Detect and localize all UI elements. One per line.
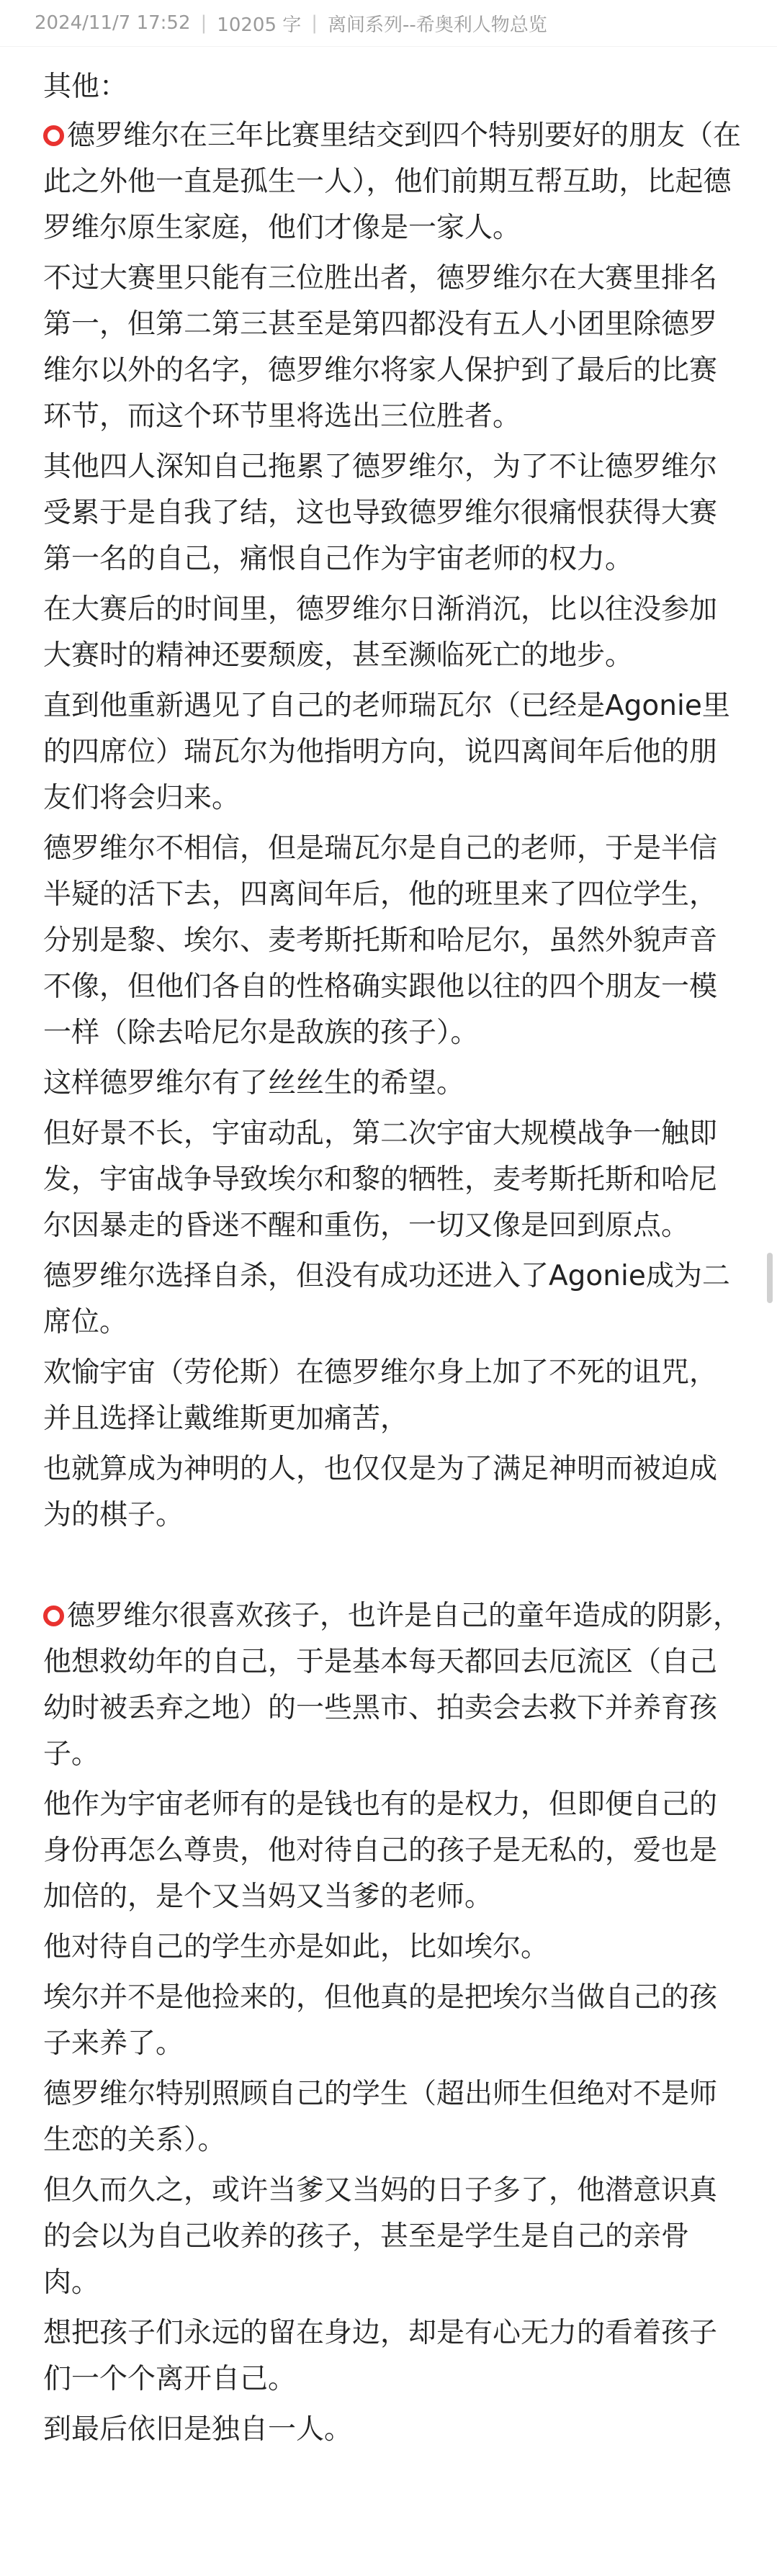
paragraph: 在大赛后的时间里，德罗维尔日渐消沉，比以往没参加大赛时的精神还要颓废，甚至濒临死亡的地步。 (43, 593, 718, 672)
paragraph: 德罗维尔在三年比赛里结交到四个特别要好的朋友（在此之外他一直是孤生一人），他们前期互帮互助，比起德罗维尔原生家庭，他们才像是一家人。 (43, 120, 742, 244)
paragraph: 其他四人深知自己拖累了德罗维尔，为了不让德罗维尔受累于是自我了结，这也导致德罗维尔很痛恨获得大赛第一名的自己，痛恨自己作为宇宙老师的权力。 (43, 451, 718, 575)
paragraph: 他对待自己的学生亦是如此，比如埃尔。 (43, 1931, 549, 1963)
paragraph: 想把孩子们永远的留在身边，却是有心无力的看着孩子们一个个离开自己。 (43, 2317, 718, 2395)
paragraph: 到最后依旧是独自一人。 (43, 2413, 353, 2446)
word-count: 10205 字 (217, 14, 302, 36)
paragraph: 也就算成为神明的人，也仅仅是为了满足神明而被迫成为的棋子。 (43, 1453, 718, 1531)
meta-separator: | (200, 12, 207, 34)
paragraph: 德罗维尔特别照顾自己的学生（超出师生但绝对不是师生恋的关系）。 (43, 2078, 718, 2156)
paragraph: 他作为宇宙老师有的是钱也有的是权力，但即便自己的身份再怎么尊贵，他对待自己的孩子是无私的，爱也是加倍的，是个又当妈又当爹的老师。 (43, 1788, 718, 1913)
section-spacer (43, 1543, 742, 1593)
paragraph: 这样德罗维尔有了丝丝生的希望。 (43, 1067, 465, 1099)
paragraph: 德罗维尔选择自杀，但没有成功还进入了Agonie成为二席位。 (43, 1260, 730, 1338)
paragraph: 欢愉宇宙（劳伦斯）在德罗维尔身上加了不死的诅咒，并且选择让戴维斯更加痛苦， (43, 1356, 718, 1435)
article-meta-bar (0, 0, 777, 47)
paragraph: 德罗维尔不相信，但是瑞瓦尔是自己的老师，于是半信半疑的活下去，四离间年后，他的班里来了四位学生，分别是黎、埃尔、麦考斯托斯和哈尼尔，虽然外貌声音不像，但他们各自的性格确实跟他以往的四个朋友一模一样（除去哈尼尔是敌族的孩子）。 (43, 832, 718, 1049)
paragraph: 但好景不长，宇宙动乱，第二次宇宙大规模战争一触即发，宇宙战争导致埃尔和黎的牺牲，麦考斯托斯和哈尼尔因暴走的昏迷不醒和重伤，一切又像是回到原点。 (43, 1117, 718, 1242)
red-circle-icon (43, 125, 64, 146)
section-heading: 其他： (43, 71, 128, 103)
paragraph: 直到他重新遇见了自己的老师瑞瓦尔（已经是Agonie里的四席位）瑞瓦尔为他指明方向，说四离间年后他的朋友们将会归来。 (43, 690, 730, 814)
paragraph: 但久而久之，或许当爹又当妈的日子多了，他潜意识真的会以为自己收养的孩子，甚至是学生是自己的亲骨肉。 (43, 2174, 718, 2299)
article-body (0, 47, 777, 2453)
meta-separator: | (311, 12, 318, 34)
publish-date: 2024/11/7 17:52 (35, 12, 191, 34)
paragraph: 埃尔并不是他捡来的，但他真的是把埃尔当做自己的孩子来养了。 (43, 1981, 718, 2060)
red-circle-icon (43, 1606, 64, 1626)
scrollbar-thumb[interactable] (767, 1253, 773, 1303)
article-category[interactable]: 离间系列--希奥利人物总览 (328, 14, 547, 36)
paragraph: 德罗维尔很喜欢孩子，也许是自己的童年造成的阴影，他想救幼年的自己，于是基本每天都回去厄流区（自己幼时被丢弃之地）的一些黑市、拍卖会去救下并养育孩子。 (43, 1600, 742, 1770)
paragraph: 不过大赛里只能有三位胜出者，德罗维尔在大赛里排名第一，但第二第三甚至是第四都没有五人小团里除德罗维尔以外的名字，德罗维尔将家人保护到了最后的比赛环节，而这个环节里将选出三位胜者。 (43, 262, 718, 433)
